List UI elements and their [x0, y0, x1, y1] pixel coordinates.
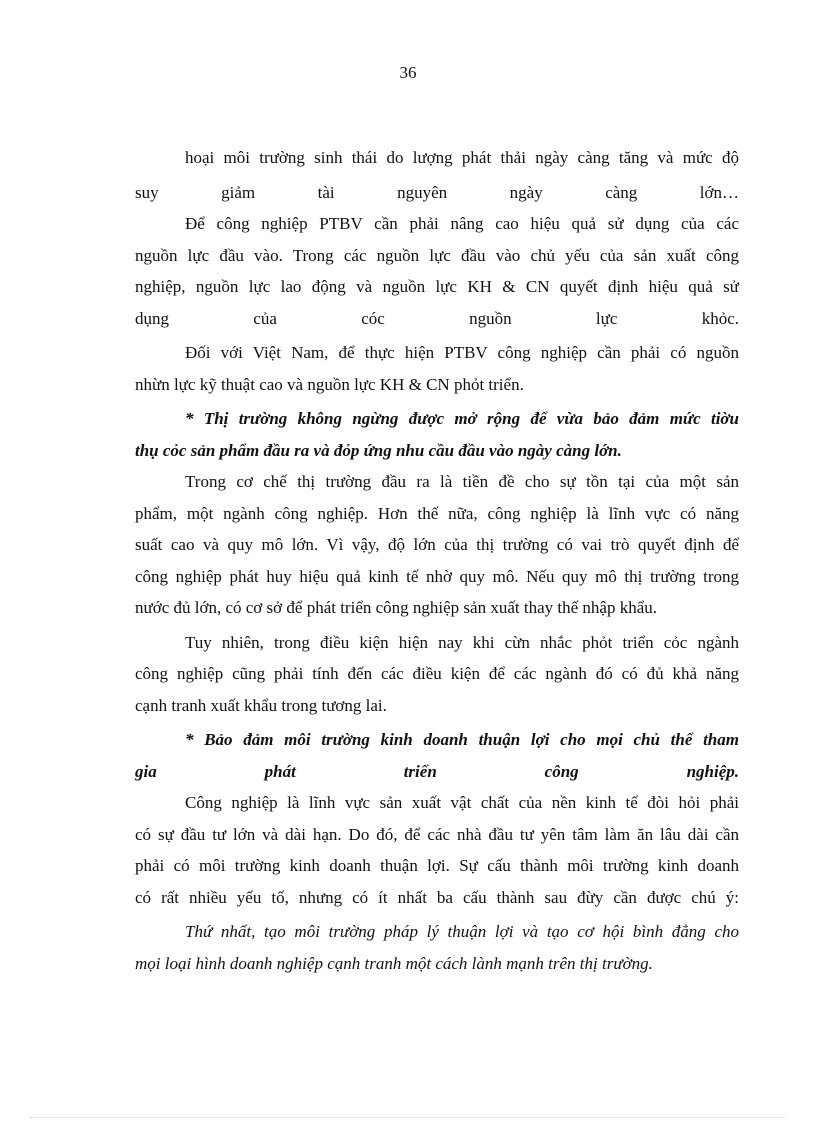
paragraph-line: nghiệp, nguồn lực lao động và nguồn lực KH & CN quyết định hiệu quả sử	[135, 277, 739, 296]
section-heading: thụ cỏc sản phẩm đầu ra và đỏp ứng nhu cầu đầu vào ngày càng lớn.	[135, 440, 622, 460]
section-heading: * Thị trường không ngừng được mở rộng để vừa bảo đảm mức tiờu	[185, 409, 739, 428]
document-body	[135, 142, 739, 979]
paragraph-line: có sự đầu tư lớn và dài hạn. Do đó, để các nhà đầu tư yên tâm làm ăn lâu dài cần	[135, 824, 739, 844]
paragraph-line: phẩm, một ngành công nghiệp. Hơn thế nữa, công nghiệp là lĩnh vực có năng	[135, 503, 739, 523]
section-heading: * Bảo đảm môi trường kinh doanh thuận lợi cho mọi chủ thể tham	[185, 730, 739, 749]
paragraph-line: cạnh tranh xuất khẩu trong tương lai.	[135, 695, 387, 715]
paragraph-line: dụng của cóc nguồn lực khỏc.	[135, 308, 739, 328]
paragraph-line: hoại môi trường sinh thái do lượng phát thải ngày càng tăng và mức độ	[185, 148, 739, 167]
paragraph-line: Đối với Việt Nam, để thực hiện PTBV công nghiệp cần phải có nguồn	[185, 343, 739, 362]
paragraph-line: Thứ nhất, tạo môi trường pháp lý thuận lợi và tạo cơ hội bình đẳng cho	[185, 922, 739, 941]
paragraph-line: mọi loại hình doanh nghiệp cạnh tranh một cách lành mạnh trên thị trường.	[135, 953, 653, 973]
paragraph-line: Công nghiệp là lĩnh vực sản xuất vật chất của nền kinh tế đòi hỏi phải	[185, 793, 739, 812]
paragraph-line: Để công nghiệp PTBV cần phải nâng cao hiệu quả sử dụng của các	[185, 214, 739, 233]
paragraph-line: nhừn lực kỹ thuật cao và nguồn lực KH & CN phỏt triển.	[135, 374, 524, 394]
page-bottom-divider	[30, 1117, 786, 1118]
paragraph-line: nguồn lực đầu vào. Trong các nguồn lực đầu vào chủ yếu của sản xuất công	[135, 245, 739, 265]
section-heading: gia phát triển công nghiệp.	[135, 761, 739, 781]
paragraph-line: Trong cơ chế thị trường đầu ra là tiền đề cho sự tồn tại của một sản	[185, 472, 739, 491]
paragraph-line: công nghiệp phát huy hiệu quả kinh tế nhờ quy mô. Nếu quy mô thị trường trong	[135, 566, 739, 586]
paragraph-line: công nghiệp cũng phải tính đến các điều kiện để các ngành đó có đủ khả năng	[135, 664, 739, 683]
page-number: 36	[399, 63, 417, 82]
paragraph-line: phải có môi trường kinh doanh thuận lợi. Sự cấu thành môi trường kinh doanh	[135, 856, 739, 875]
paragraph-line: có rất nhiều yếu tố, nhưng có ít nhất ba cấu thành sau đừy cần được chú ý:	[135, 887, 739, 907]
paragraph-line: nước đủ lớn, có cơ sở để phát triển công nghiệp sản xuất thay thế nhập khẩu.	[135, 598, 657, 617]
paragraph-line: suất cao và quy mô lớn. Vì vậy, độ lớn của thị trường có vai trò quyết định để	[135, 535, 739, 554]
paragraph-line: suy giảm tài nguyên ngày càng lớn…	[135, 182, 739, 202]
paragraph-line: Tuy nhiên, trong điều kiện hiện nay khi cừn nhắc phỏt triển cỏc ngành	[185, 632, 739, 652]
